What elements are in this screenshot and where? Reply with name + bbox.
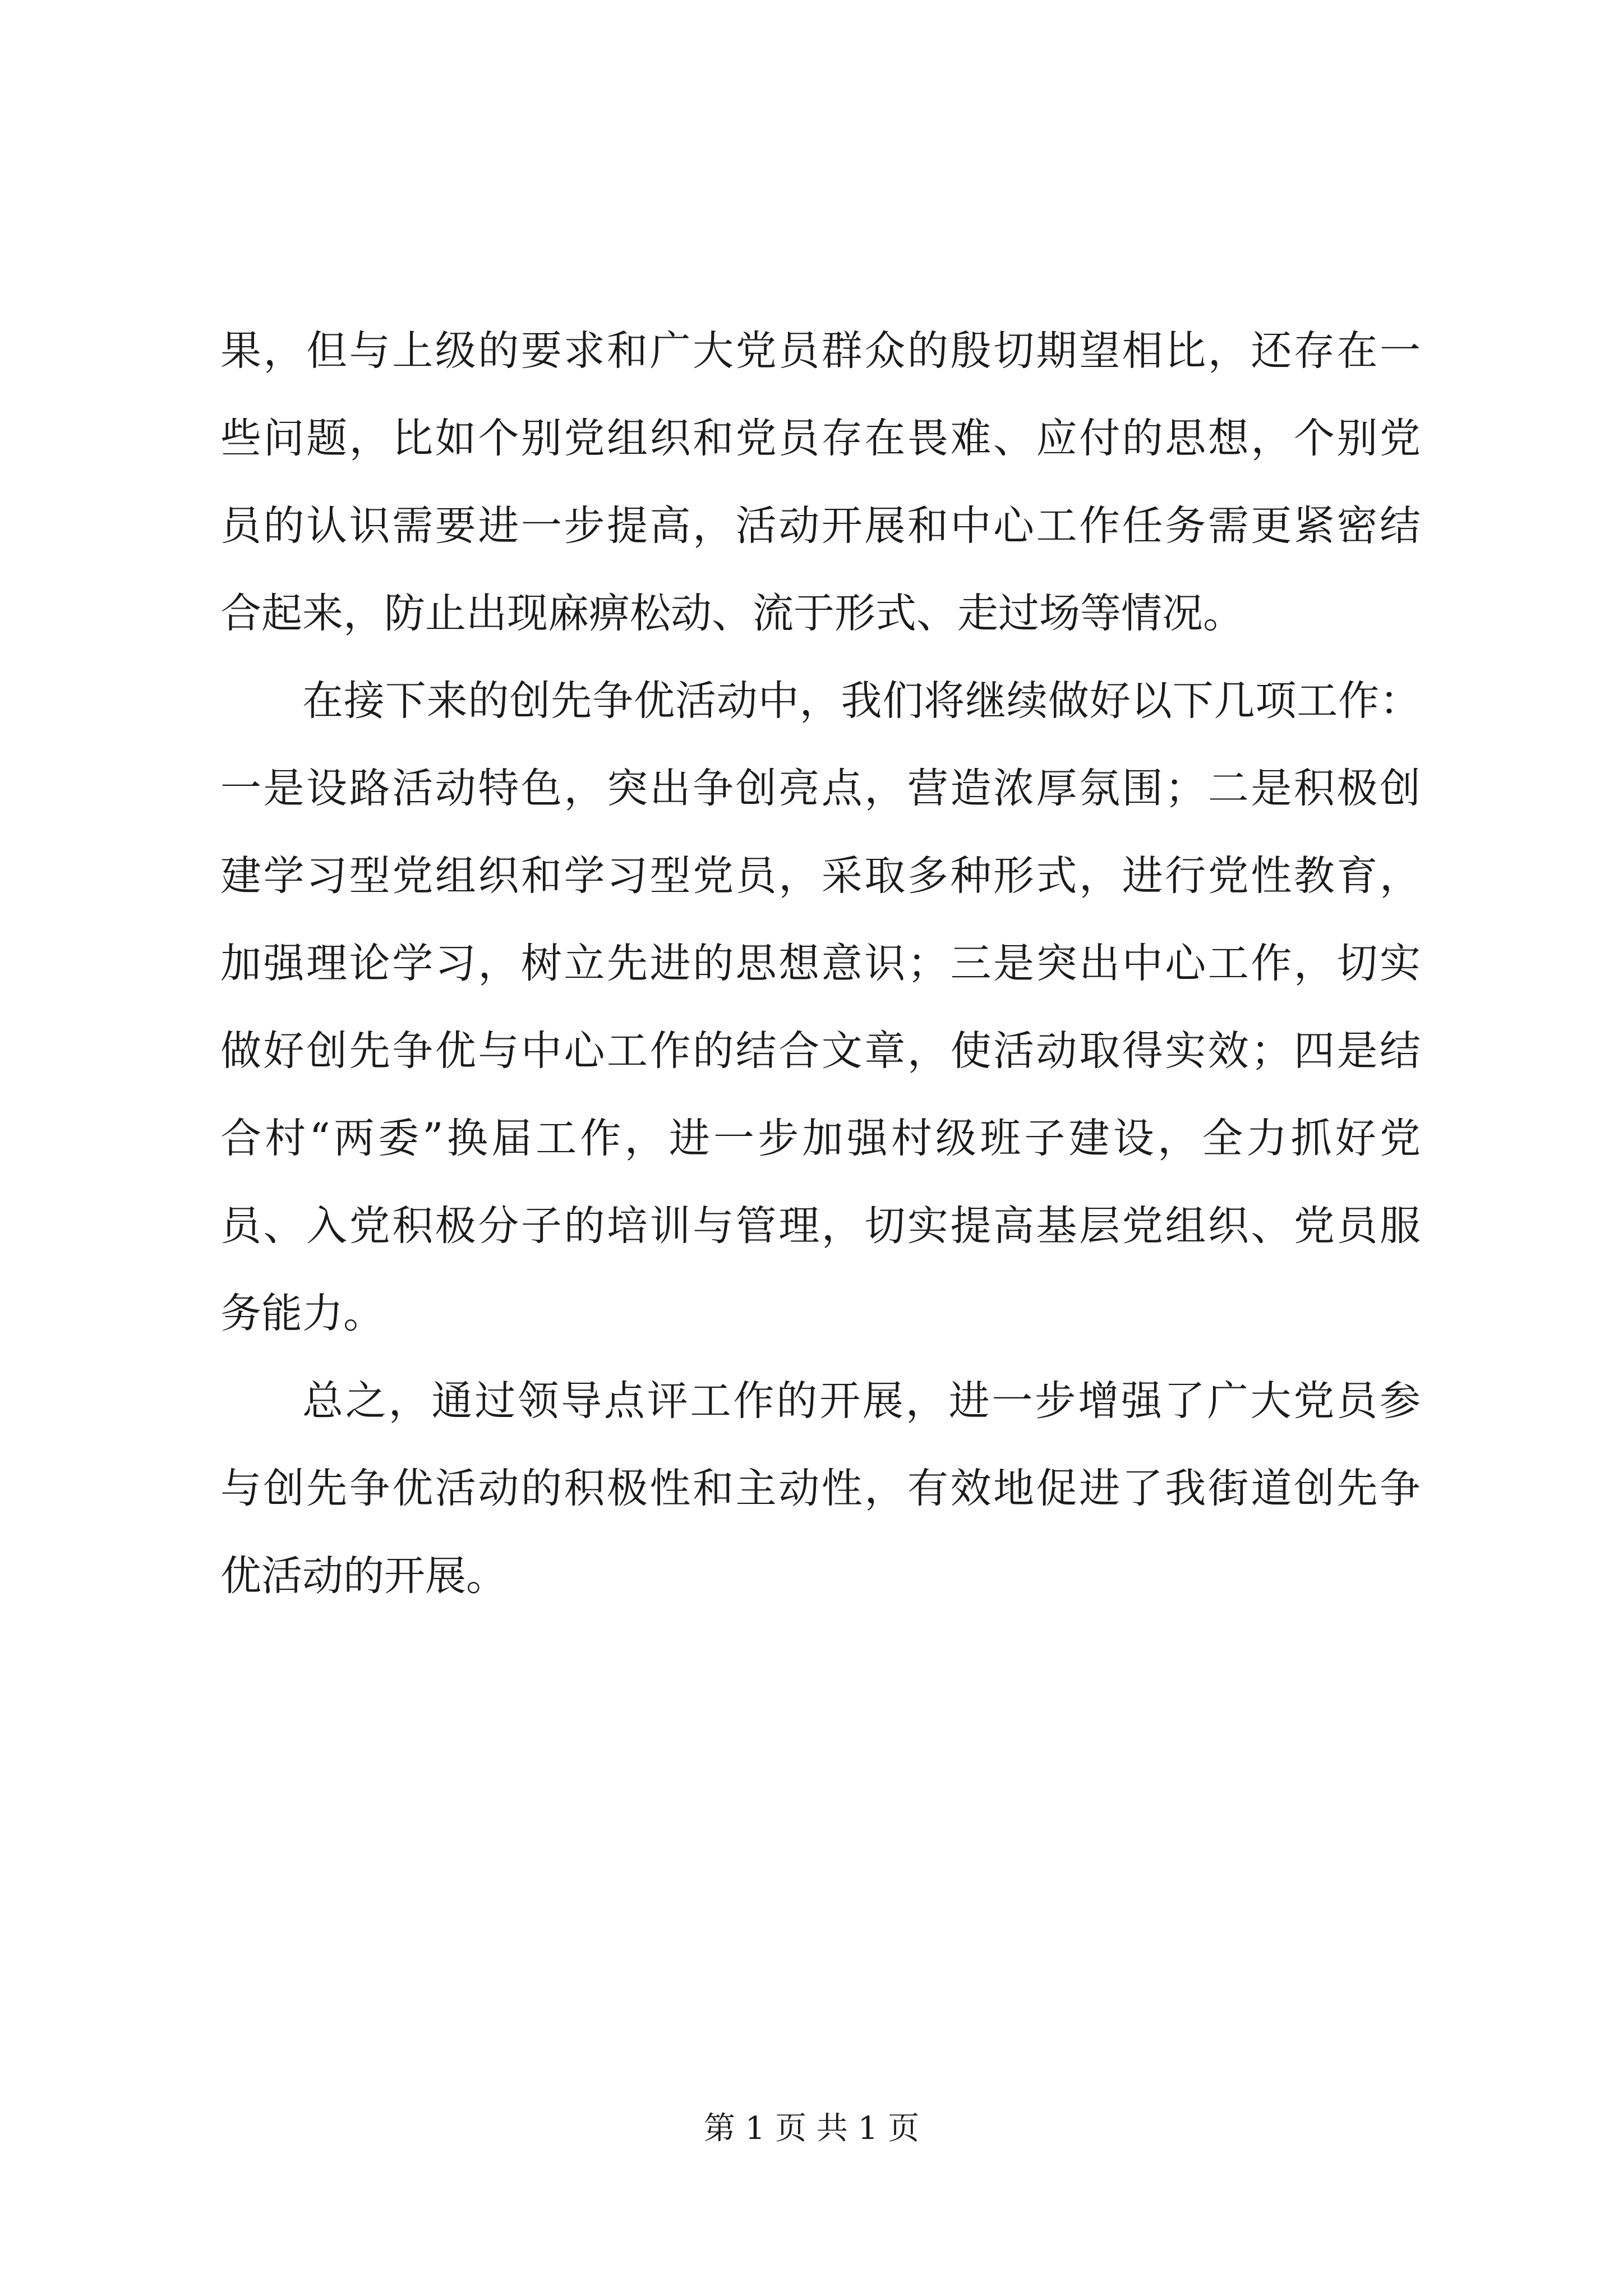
text-line: 加强理论学习，树立先进的思想意识；三是突出中心工作，切实	[220, 940, 1421, 987]
page-number-footer: 第 1 页 共 1 页	[703, 2110, 920, 2147]
text-line: 总之，通过领导点评工作的开展，进一步增强了广大党员参	[302, 1377, 1421, 1425]
text-line: 优活动的开展。	[220, 1552, 507, 1600]
document-body	[220, 307, 1421, 1620]
text-line: 与创先争优活动的积极性和主动性，有效地促进了我街道创先争	[220, 1465, 1421, 1512]
text-line: 合村“两委”换届工作，进一步加强村级班子建设，全力抓好党	[220, 1115, 1421, 1162]
text-line: 一是设路活动特色，突出争创亮点，营造浓厚氛围；二是积极创	[220, 765, 1421, 812]
paragraph	[220, 657, 1421, 1358]
text-line: 建学习型党组织和学习型党员，采取多种形式，进行党性教育，	[220, 852, 1421, 900]
paragraph	[220, 1358, 1421, 1620]
text-line: 在接下来的创先争优活动中，我们将继续做好以下几项工作：	[302, 677, 1421, 725]
text-line: 做好创先争优与中心工作的结合文章，使活动取得实效；四是结	[220, 1027, 1421, 1075]
text-line: 员、入党积极分子的培训与管理，切实提高基层党组织、党员服	[220, 1202, 1421, 1250]
text-line: 些问题，比如个别党组织和党员存在畏难、应付的思想，个别党	[220, 415, 1421, 462]
text-line: 果，但与上级的要求和广大党员群众的殷切期望相比，还存在一	[220, 327, 1421, 375]
paragraph	[220, 307, 1421, 657]
text-line: 务能力。	[220, 1290, 384, 1337]
text-line: 合起来，防止出现麻痹松动、流于形式、走过场等情况。	[220, 590, 1244, 637]
text-line: 员的认识需要进一步提高，活动开展和中心工作任务需更紧密结	[220, 502, 1421, 550]
